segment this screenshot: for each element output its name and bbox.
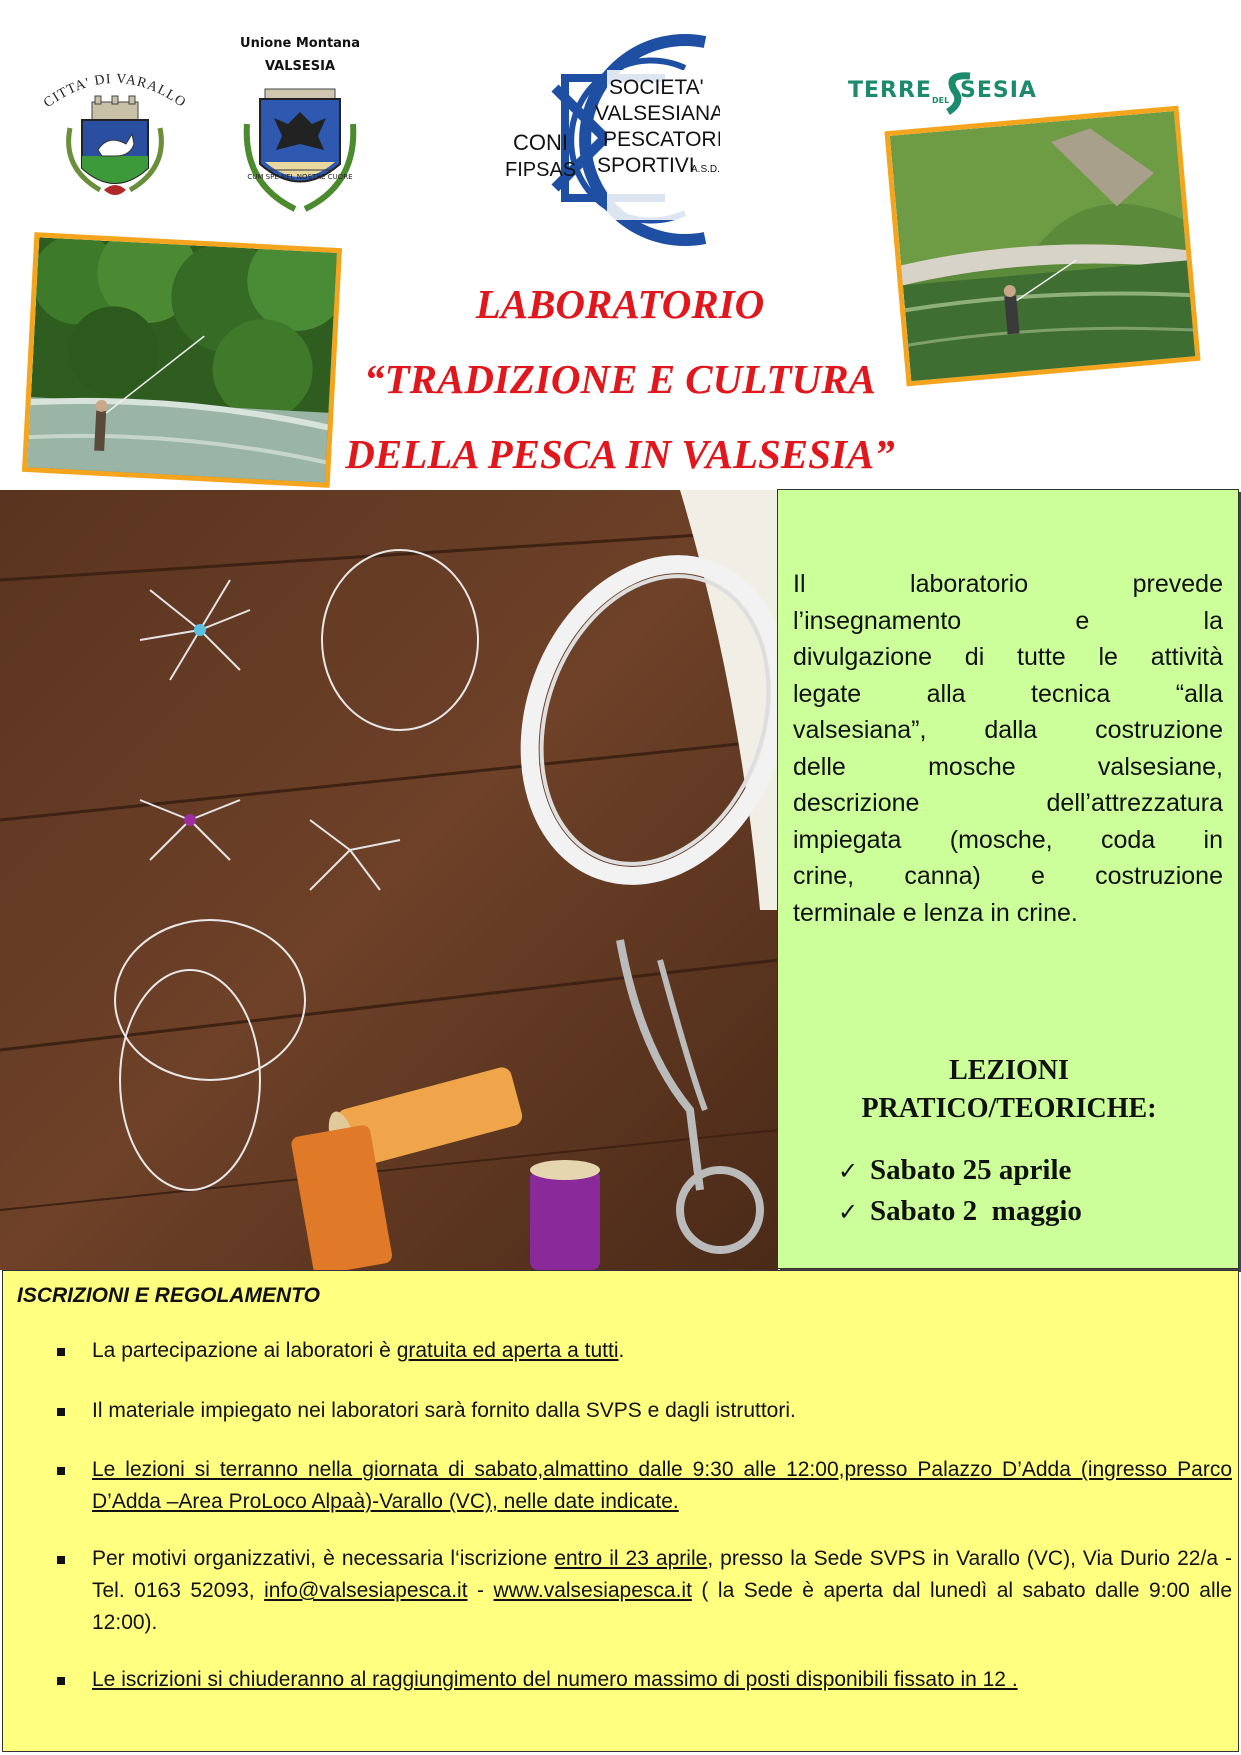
desc-line: terminale e lenza in crine. bbox=[793, 898, 1078, 927]
desc-line: Il laboratorio prevede bbox=[793, 570, 1223, 598]
lesson-date-item bbox=[838, 1191, 1082, 1232]
registration-title: ISCRIZIONI E REGOLAMENTO bbox=[17, 1284, 320, 1307]
rule-4-text-e: ( la Sede è aperta dal lunedì al sabato dalle 9:00 alle 12:00). bbox=[92, 1579, 1232, 1634]
rule-4-text-c: , presso la Sede SVPS in Varallo (VC), Via Durio 22/a - Tel. 0163 52093, bbox=[92, 1547, 1233, 1602]
desc-line: l’insegnamento e la bbox=[793, 606, 1223, 635]
rule-1 bbox=[92, 1335, 1232, 1367]
varallo-arc-text: CITTA' DI VARALLO bbox=[41, 71, 189, 112]
svps-line3: PESCATORI bbox=[603, 128, 720, 151]
desc-line: crine, canna) e costruzione bbox=[793, 862, 1223, 890]
bullet-icon bbox=[57, 1348, 65, 1356]
description-box bbox=[777, 489, 1239, 1269]
svps-fipsas: FIPSAS bbox=[505, 159, 577, 181]
lesson-date: Sabato 2 maggio bbox=[870, 1195, 1082, 1227]
rule-4 bbox=[92, 1543, 1232, 1639]
varallo-crest-icon bbox=[40, 58, 190, 208]
desc-line: valsesiana”, dalla costruzione bbox=[793, 716, 1223, 744]
registration-box bbox=[2, 1270, 1239, 1752]
unione-line2: VALSESIA bbox=[264, 59, 336, 74]
description-text bbox=[793, 566, 1223, 931]
rule-4-text-d: - bbox=[467, 1579, 494, 1602]
svps-logo-icon bbox=[495, 28, 720, 253]
lessons-heading-1: LEZIONI bbox=[949, 1055, 1069, 1086]
logo-svps bbox=[495, 28, 720, 253]
logo-terre-del-sesia bbox=[848, 70, 1058, 115]
rule-5: Le iscrizioni si chiuderanno al raggiungimento del numero massimo di posti disponibili fissato in 12 . bbox=[92, 1668, 1018, 1691]
desc-line: divulgazione di tutte le attività bbox=[793, 643, 1223, 671]
title-line-2: “TRADIZIONE E CULTURA bbox=[364, 356, 876, 402]
terre-a: TERRE bbox=[848, 78, 932, 103]
desc-line: impiegata (mosche, coda in bbox=[793, 825, 1223, 854]
photo-fishing-tools bbox=[0, 490, 778, 1270]
lessons-heading-2: PRATICO/TEORICHE: bbox=[861, 1093, 1157, 1124]
title-line-3: DELLA PESCA IN VALSESIA” bbox=[345, 431, 895, 477]
website-link[interactable]: www.valsesiapesca.it bbox=[493, 1579, 692, 1602]
photo-fishing-left bbox=[22, 232, 342, 488]
unione-line1: Unione Montana bbox=[240, 36, 360, 51]
bullet-icon bbox=[57, 1677, 65, 1685]
logo-citta-di-varallo bbox=[40, 58, 190, 208]
svps-line4: SPORTIVI bbox=[597, 154, 695, 177]
logo-unione-montana bbox=[225, 36, 375, 236]
photo-fishing-right bbox=[884, 106, 1200, 387]
svps-line2: VALSESIANA bbox=[595, 102, 720, 125]
lesson-date: Sabato 25 aprile bbox=[870, 1154, 1072, 1186]
svps-coni: CONI bbox=[513, 130, 568, 155]
email-link[interactable]: info@valsesiapesca.it bbox=[264, 1579, 468, 1602]
bullet-icon bbox=[57, 1408, 65, 1416]
rule-4-text-a: Per motivi organizzativi, è necessaria l‘iscrizione bbox=[92, 1547, 555, 1570]
crest-motto: CUM SPE NEL NOSTRE CUORE bbox=[247, 173, 353, 181]
lessons-heading bbox=[778, 1052, 1240, 1128]
rule-4-deadline: entro il 23 aprile bbox=[554, 1547, 708, 1570]
desc-line: delle mosche valsesiane, bbox=[793, 752, 1223, 781]
rule-3: Le lezioni si terranno nella giornata di sabato,almattino dalle 9:30 alle 12:00,presso Palazzo D’Adda (ingresso Parco D’Adda –Area ProLoco Alpaà)-Varallo (VC), nelle date indicate. bbox=[92, 1458, 1232, 1513]
rule-1-text-c: . bbox=[618, 1339, 625, 1362]
checkmark-icon: ✓ bbox=[838, 1198, 859, 1226]
desc-line: descrizione dell’attrezzatura bbox=[793, 789, 1223, 817]
desc-line: legate alla tecnica “alla bbox=[793, 679, 1223, 708]
title-line-1: LABORATORIO bbox=[475, 281, 765, 327]
svps-asd: A.S.D. bbox=[691, 164, 720, 175]
bullet-icon bbox=[57, 1556, 65, 1564]
lesson-date-item bbox=[838, 1150, 1082, 1191]
checkmark-icon: ✓ bbox=[838, 1157, 859, 1185]
unione-crest-icon bbox=[225, 84, 375, 234]
terre-b: SESIA bbox=[960, 78, 1037, 103]
rule-2: Il materiale impiegato nei laboratori sarà fornito dalla SVPS e dagli istruttori. bbox=[92, 1399, 796, 1422]
rule-1-text-a: La partecipazione ai laboratori è bbox=[92, 1339, 397, 1362]
svps-line1: SOCIETA' bbox=[609, 76, 704, 99]
lessons-dates bbox=[838, 1150, 1082, 1232]
bullet-icon bbox=[57, 1467, 65, 1475]
rule-1-highlight: gratuita ed aperta a tutti bbox=[396, 1339, 619, 1362]
terre-del: DEL bbox=[932, 96, 950, 105]
